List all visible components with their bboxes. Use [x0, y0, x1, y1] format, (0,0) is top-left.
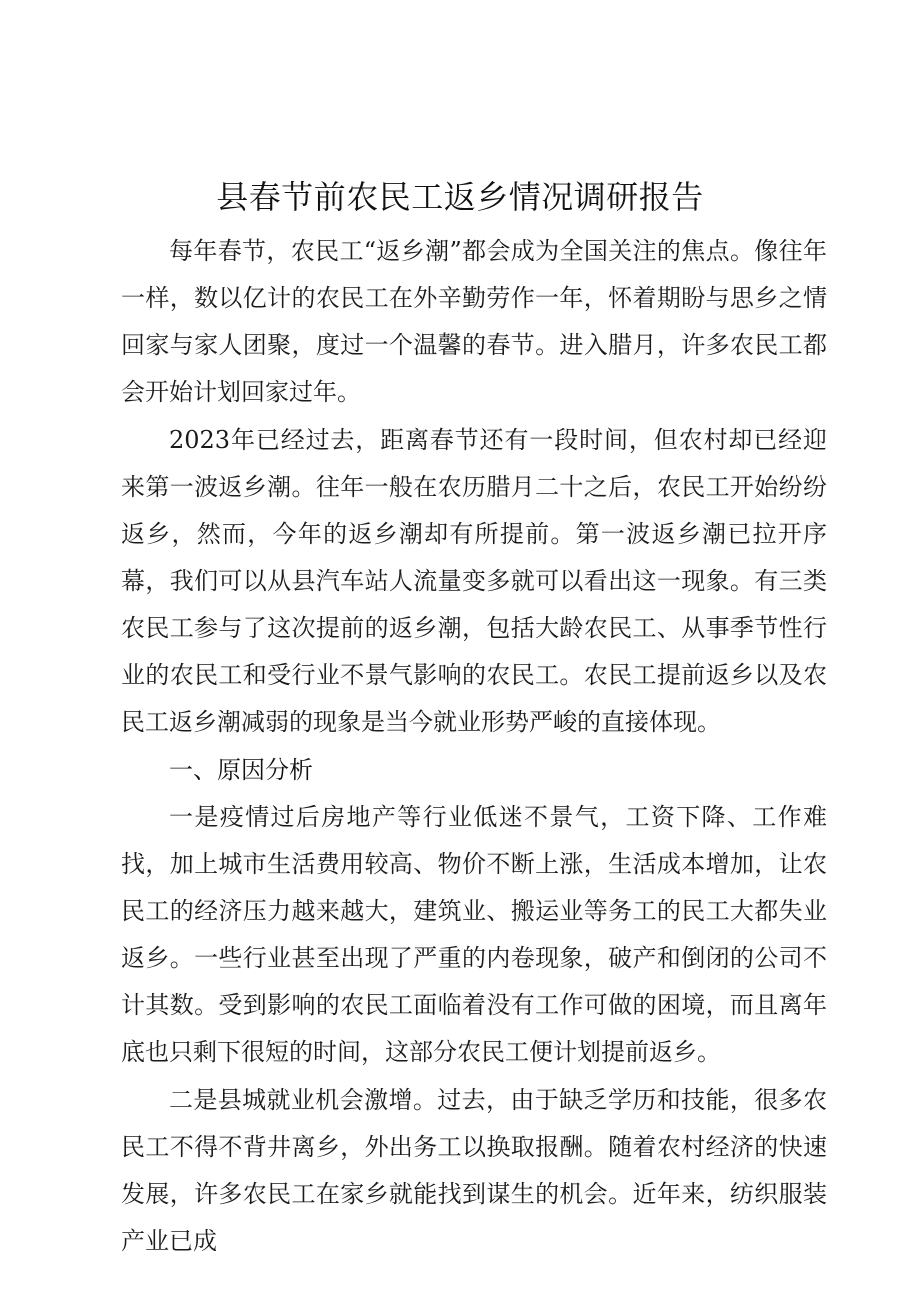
document-body — [121, 228, 827, 1266]
cause-paragraph-2: 二是县城就业机会激增。过去，由于缺乏学历和技能，很多农民工不得不背井离乡，外出务工以换取报酬。随着农村经济的快速发展，许多农民工在家乡就能找到谋生的机会。近年来，纺织服装产业已成 — [121, 1086, 827, 1255]
cause-paragraph-1: 一是疫情过后房地产等行业低迷不景气，工资下降、工作难找，加上城市生活费用较高、物价不断上涨，生活成本增加，让农民工的经济压力越来越大，建筑业、搬运业等务工的民工大都失业返乡。一些行业甚至出现了严重的内卷现象，破产和倒闭的公司不计其数。受到影响的农民工面临着没有工作可做的困境，而且离年底也只剩下很短的时间，这部分农民工便计划提前返乡。 — [121, 803, 827, 1066]
background-paragraph: 2023年已经过去，距离春节还有一段时间，但农村却已经迎来第一波返乡潮。往年一般在农历腊月二十之后，农民工开始纷纷返乡，然而，今年的返乡潮却有所提前。第一波返乡潮已拉开序幕，我们可以从县汽车站人流量变多就可以看出这一现象。有三类农民工参与了这次提前的返乡潮，包括大龄农民工、从事季节性行业的农民工和受行业不景气影响的农民工。农民工提前返乡以及农民工返乡潮减弱的现象是当今就业形势严峻的直接体现。 — [121, 426, 827, 736]
section-heading-cause-analysis: 一、原因分析 — [169, 756, 313, 784]
intro-paragraph: 每年春节，农民工“返乡潮”都会成为全国关注的焦点。像往年一样，数以亿计的农民工在外辛勤劳作一年，怀着期盼与思乡之情回家与家人团聚，度过一个温馨的春节。进入腊月，许多农民工都会开始计划回家过年。 — [121, 237, 827, 406]
document-title: 县春节前农民工返乡情况调研报告 — [216, 178, 704, 216]
